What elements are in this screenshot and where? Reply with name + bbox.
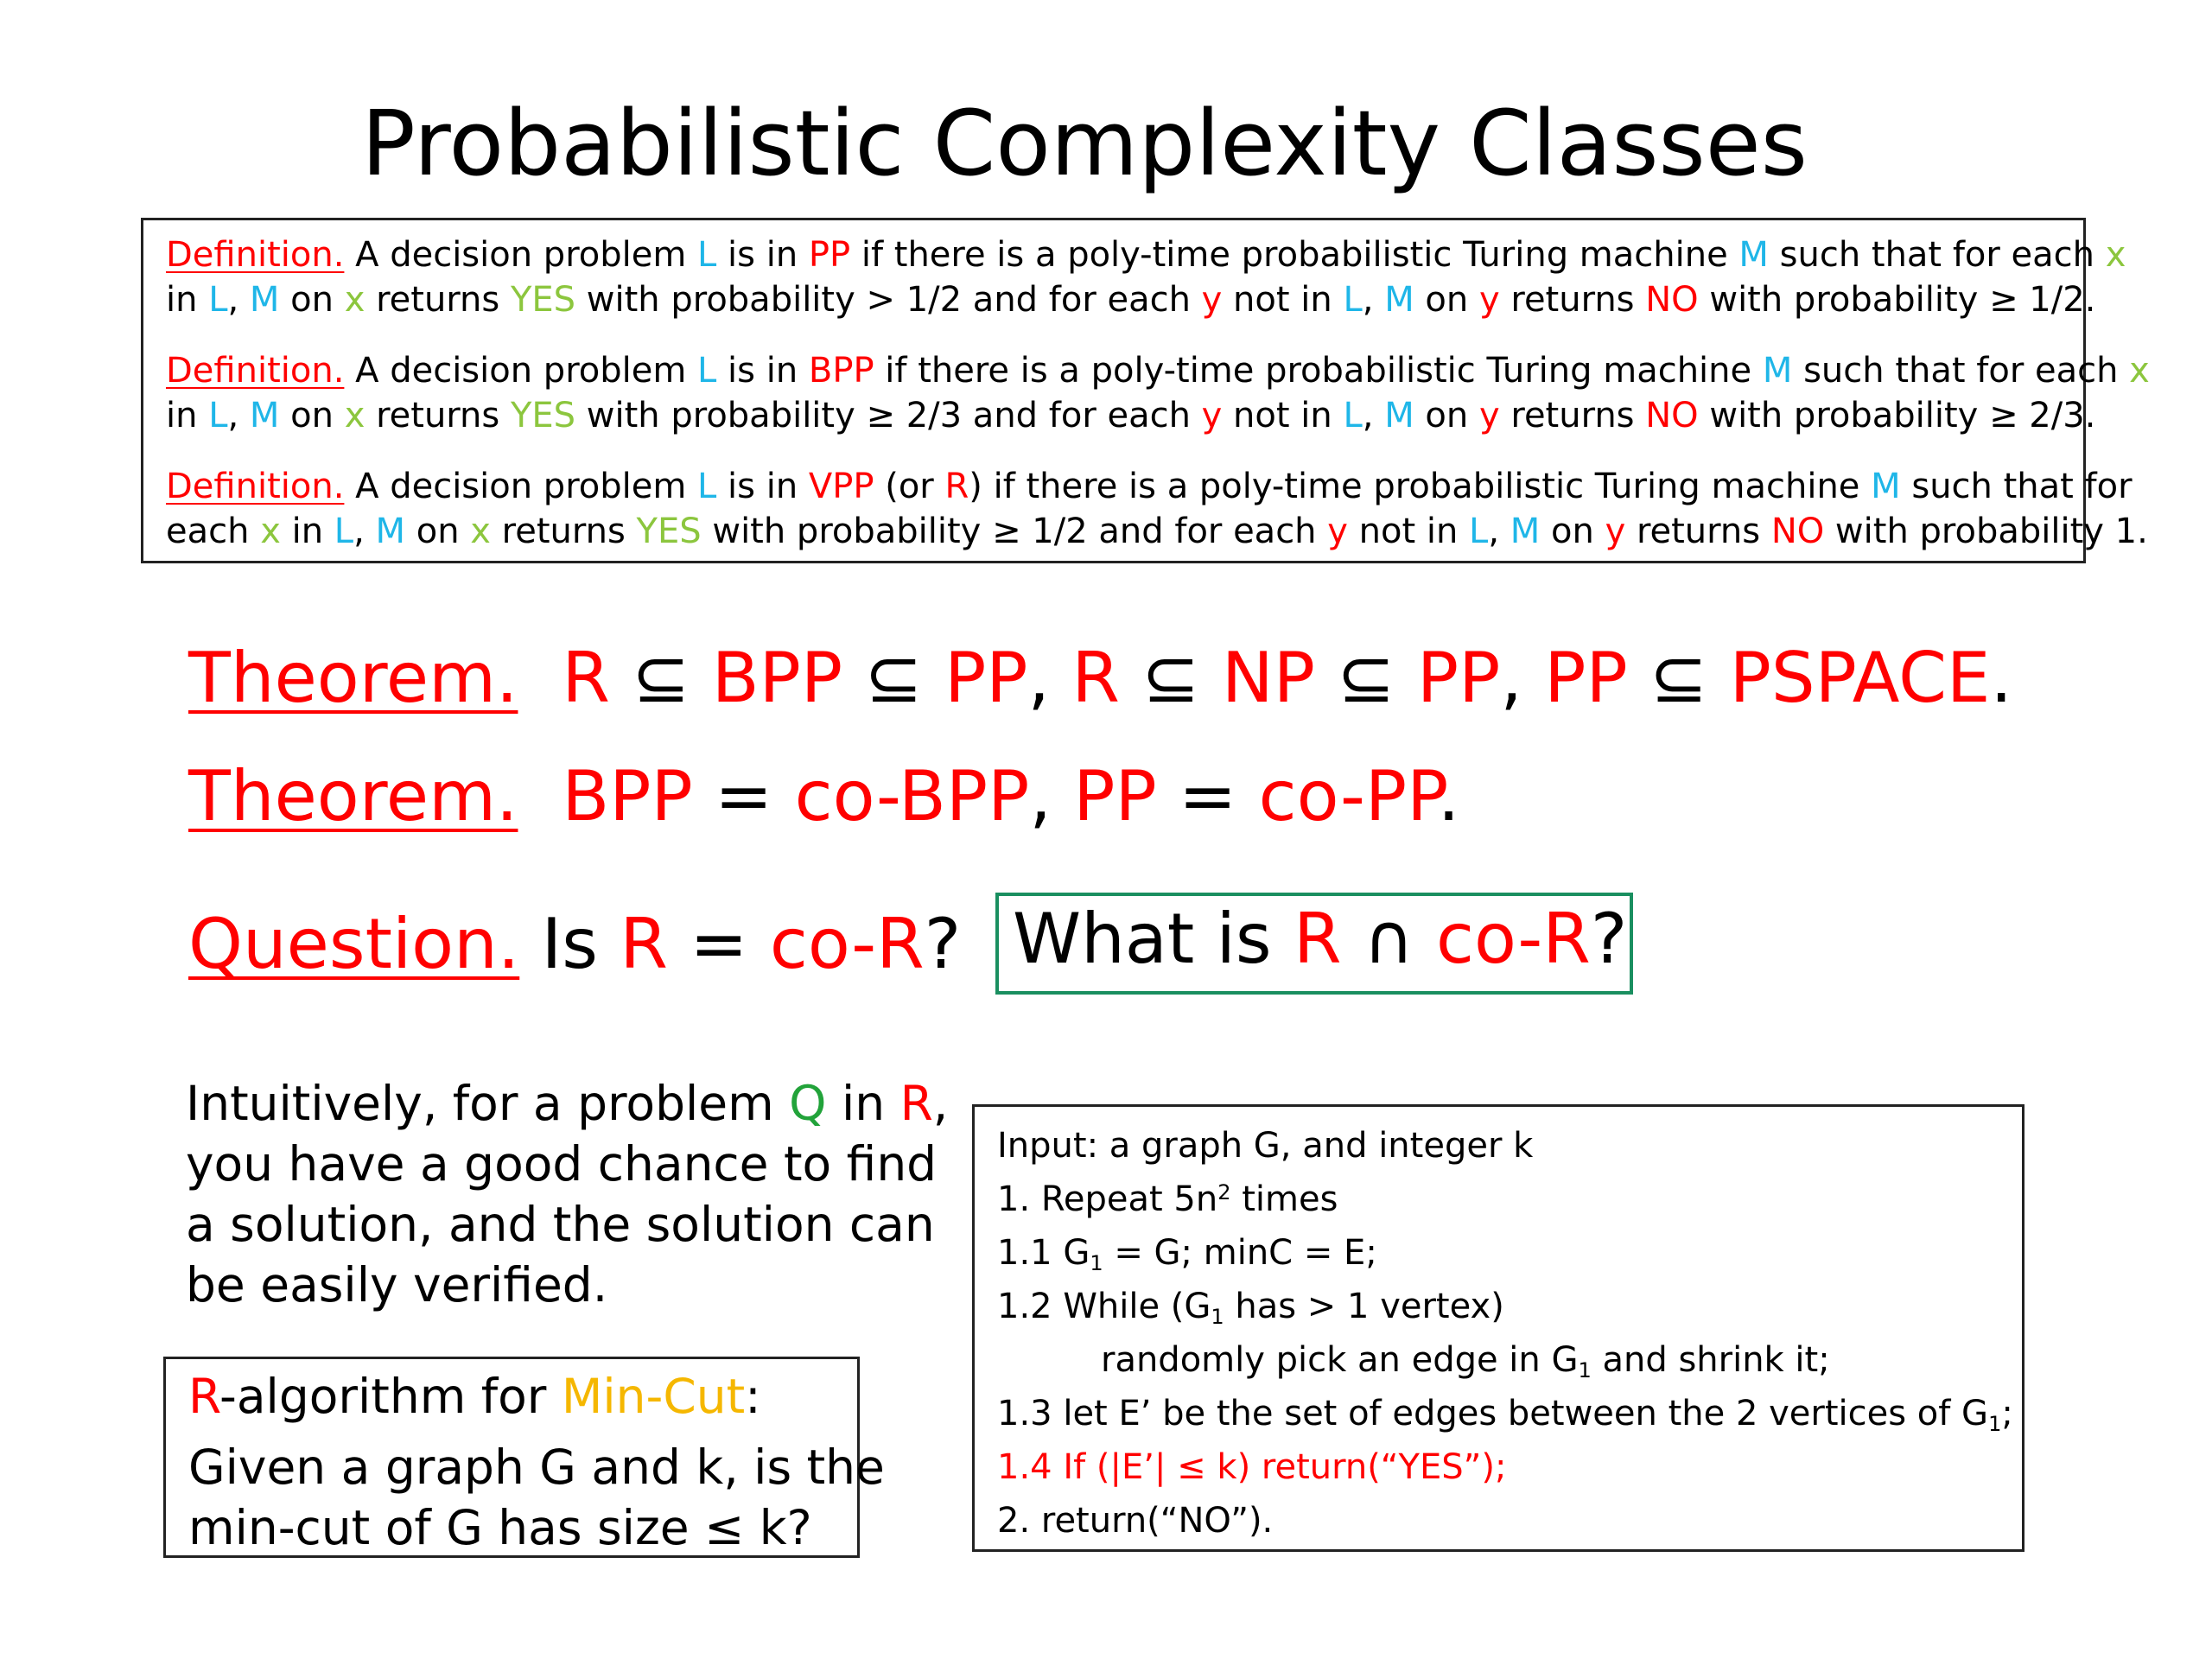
intuition-text: Intuitively, for a problem Q in R, you have a good chance to find a solution, and the solution can be easily verified. [186, 1076, 949, 1313]
definition-bpp: Definition. A decision problem L is in BPP if there is a poly-time probabilistic Turing machine M such that for each x in L, M on x returns YES with probability ≥ 2/3 and for each y not in L, M on y returns NO with probability ≥ 2/3. [166, 351, 2150, 435]
class-name: VPP [808, 467, 874, 506]
algorithm-step: 1.1 $G_1 = G$; minC = E; [997, 1233, 1377, 1276]
algorithm-step: 1.3 let E’ be the set of edges between the 2 vertices of $G_1$; [997, 1394, 2013, 1437]
algorithm-step: 2. return(“NO”). [997, 1501, 1274, 1541]
class-name: BPP [808, 351, 874, 391]
page-title: Probabilistic Complexity Classes [361, 91, 1808, 196]
r-algorithm-box: R-algorithm for Min-Cut: Given a graph G and k, is the min-cut of G has size ≤ k? [163, 1357, 860, 1558]
highlight-question-box: What is R ∩ co-R? [995, 893, 1633, 995]
theorem-complements: Theorem. BPP = co-BPP, PP = co-PP. [188, 756, 1460, 836]
question-line: Question. Is R = co-R? [188, 904, 962, 984]
definition-label: Definition. [166, 351, 345, 391]
algorithm-step: randomly pick an edge in $G_1$ and shrink it; [1101, 1340, 1830, 1383]
definition-vpp: Definition. A decision problem L is in VPP (or R) if there is a poly-time probabilistic Turing machine M such that for each x in L, M on x returns YES with probability ≥ 1/2 and for each y not in L, M on y returns NO with probability 1. [166, 467, 2148, 551]
algorithm-step: 1. Repeat $5n^2$ times [997, 1179, 1338, 1219]
definition-pp: Definition. A decision problem L is in PP if there is a poly-time probabilistic Turing machine M such that for each x in L, M on x returns YES with probability > 1/2 and for each y not in L, M on y returns NO with probability ≥ 1/2. [166, 235, 2126, 320]
definition-label: Definition. [166, 235, 345, 275]
theorem-label: Theorem. [188, 638, 518, 718]
algorithm-step: 1.4 If (|E’| ≤ k) return(“YES”); [997, 1447, 1507, 1487]
theorem-inclusions: Theorem. R ⊆ BPP ⊆ PP, R ⊆ NP ⊆ PP, PP ⊆ PSPACE. [188, 638, 2012, 718]
class-name: PP [808, 235, 851, 275]
algorithm-input: Input: a graph G, and integer k [997, 1126, 1534, 1166]
definition-label: Definition. [166, 467, 345, 506]
question-label: Question. [188, 904, 520, 984]
min-cut-algorithm-box [972, 1104, 2024, 1552]
theorem-label: Theorem. [188, 756, 518, 836]
algorithm-step: 1.2 While ($G_1$ has > 1 vertex) [997, 1287, 1504, 1330]
definitions-box [141, 218, 2150, 563]
